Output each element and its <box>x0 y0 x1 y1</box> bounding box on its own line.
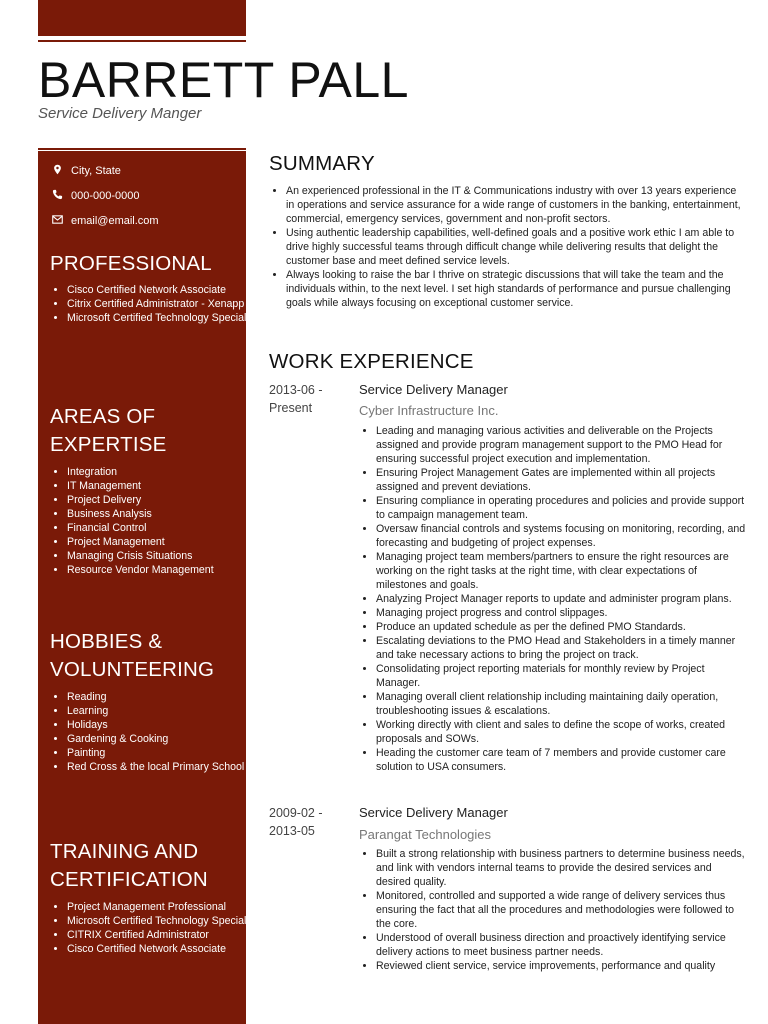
list-item: • Ensuring Project Management Gates are implemented within all projects assigned and prevent deviations. <box>376 466 747 494</box>
list-item: • Built a strong relationship with business partners to determine business needs, and link with vendors internal teams to provide the desired services and desired quality. <box>376 847 747 889</box>
list-item: • Red Cross & the local Primary School <box>67 760 259 774</box>
list-item: • Monitored, controlled and supported a wide range of delivery services thus ensuring the fact that all the procedures and methodologies were followed to the core. <box>376 889 747 931</box>
list-item: • Microsoft Certified Technology Specialist <box>67 914 259 928</box>
hobbies-heading: HOBBIES & VOLUNTEERING <box>50 630 215 681</box>
candidate-title: Service Delivery Manger <box>38 105 202 122</box>
header-rule-top <box>38 40 246 42</box>
list-item: • Project Delivery <box>67 493 259 507</box>
expertise-list <box>48 465 259 577</box>
list-item: • CITRIX Certified Administrator <box>67 928 259 942</box>
list-item: • Understood of overall business direction and proactively identifying service delivery actions to meet business partner needs. <box>376 931 747 959</box>
list-item: • Cisco Certified Network Associate <box>67 283 259 297</box>
list-item: • Managing overall client relationship including maintaining daily operation, troubleshooting issues & escalations. <box>376 690 747 718</box>
list-item: • Working directly with client and sales to define the scope of works, created proposals and SOWs. <box>376 718 747 746</box>
job-date: 2009-02 - 2013-05 <box>269 806 323 838</box>
list-item: • An experienced professional in the IT & Communications industry with over 13 years experience in operations and service assurance for a wide range of customers in the banking, entertainment, commercial, emergency services, government and non-profit sectors. <box>286 184 745 226</box>
list-item: • Reviewed client service, service improvements, performance and quality <box>376 959 747 973</box>
list-item: • Microsoft Certified Technology Specialist <box>67 311 259 325</box>
list-item: • Painting <box>67 746 259 760</box>
list-item: • Learning <box>67 704 259 718</box>
list-item: • Project Management <box>67 535 259 549</box>
phone-text: 000-000-0000 <box>71 190 140 202</box>
expertise-heading: AREAS OF EXPERTISE <box>50 405 167 456</box>
list-item: • Managing project team members/partners to ensure the right resources are working on the right tasks at the right time, with clear expectations of milestones and goals. <box>376 550 747 592</box>
summary-heading: SUMMARY <box>269 152 375 175</box>
job-duties-list <box>359 424 747 774</box>
training-list <box>48 900 259 956</box>
phone-icon <box>52 189 63 203</box>
list-item: • Consolidating project reporting materials for monthly review by Project Manager. <box>376 662 747 690</box>
list-item: • IT Management <box>67 479 259 493</box>
job-company: Parangat Technologies <box>359 827 492 842</box>
list-item: • Cisco Certified Network Associate <box>67 942 259 956</box>
header-rule-bottom <box>38 148 246 150</box>
list-item: • Produce an updated schedule as per the defined PMO Standards. <box>376 620 747 634</box>
sidebar-top-block <box>38 0 246 36</box>
list-item: • Business Analysis <box>67 507 259 521</box>
sidebar <box>38 151 257 1024</box>
list-item: • Financial Control <box>67 521 259 535</box>
list-item: • Gardening & Cooking <box>67 732 259 746</box>
list-item: • Escalating deviations to the PMO Head and Stakeholders in a timely manner and take necessary actions to bring the project on track. <box>376 634 747 662</box>
candidate-name: BARRETT PALL <box>38 52 409 108</box>
job-company: Cyber Infrastructure Inc. <box>359 403 499 418</box>
list-item: • Always looking to raise the bar I thrive on strategic discussions that will take the team and the individuals within, to the next level. I set high standards of performance and pursue challenging goals while always focusing on exceptional customer service. <box>286 268 745 310</box>
professional-list <box>48 283 259 325</box>
summary-list <box>269 184 745 310</box>
list-item: • Oversaw financial controls and systems focusing on monitoring, recording, and forecasting and budgeting of project expenses. <box>376 522 747 550</box>
job-title: Service Delivery Manager <box>359 805 508 820</box>
contact-email <box>52 214 159 228</box>
list-item: • Project Management Professional <box>67 900 259 914</box>
list-item: • Analyzing Project Manager reports to update and administer program plans. <box>376 592 747 606</box>
contact-phone <box>52 189 140 203</box>
list-item: • Resource Vendor Management <box>67 563 259 577</box>
contact-location <box>52 164 121 178</box>
job-title: Service Delivery Manager <box>359 382 508 397</box>
job-date: 2013-06 - Present <box>269 383 323 415</box>
location-text: City, State <box>71 165 121 177</box>
professional-heading: PROFESSIONAL <box>50 252 212 275</box>
list-item: • Leading and managing various activities and deliverable on the Projects assigned and provide program management support to the PMO Head for ensuring successful project execution and implementation. <box>376 424 747 466</box>
list-item: • Reading <box>67 690 259 704</box>
work-heading: WORK EXPERIENCE <box>269 350 474 373</box>
email-text[interactable]: email@email.com <box>71 215 159 227</box>
list-item: • Heading the customer care team of 7 members and provide customer care solution to USA consumers. <box>376 746 747 774</box>
list-item: • Holidays <box>67 718 259 732</box>
list-item: • Using authentic leadership capabilities, well-defined goals and a positive work ethic I am able to drive highly successful teams through difficult change while delivering results that delight the customer base and meet defined service levels. <box>286 226 745 268</box>
hobbies-list <box>48 690 259 774</box>
list-item: • Managing Crisis Situations <box>67 549 259 563</box>
location-pin-icon <box>52 164 63 178</box>
training-heading: TRAINING AND CERTIFICATION <box>50 840 208 891</box>
list-item: • Citrix Certified Administrator - Xenapp 5 <box>67 297 259 311</box>
list-item: • Integration <box>67 465 259 479</box>
list-item: • Ensuring compliance in operating procedures and policies and provide support to campaign management team. <box>376 494 747 522</box>
email-icon <box>52 214 63 228</box>
list-item: • Managing project progress and control slippages. <box>376 606 747 620</box>
job-duties-list <box>359 847 747 973</box>
